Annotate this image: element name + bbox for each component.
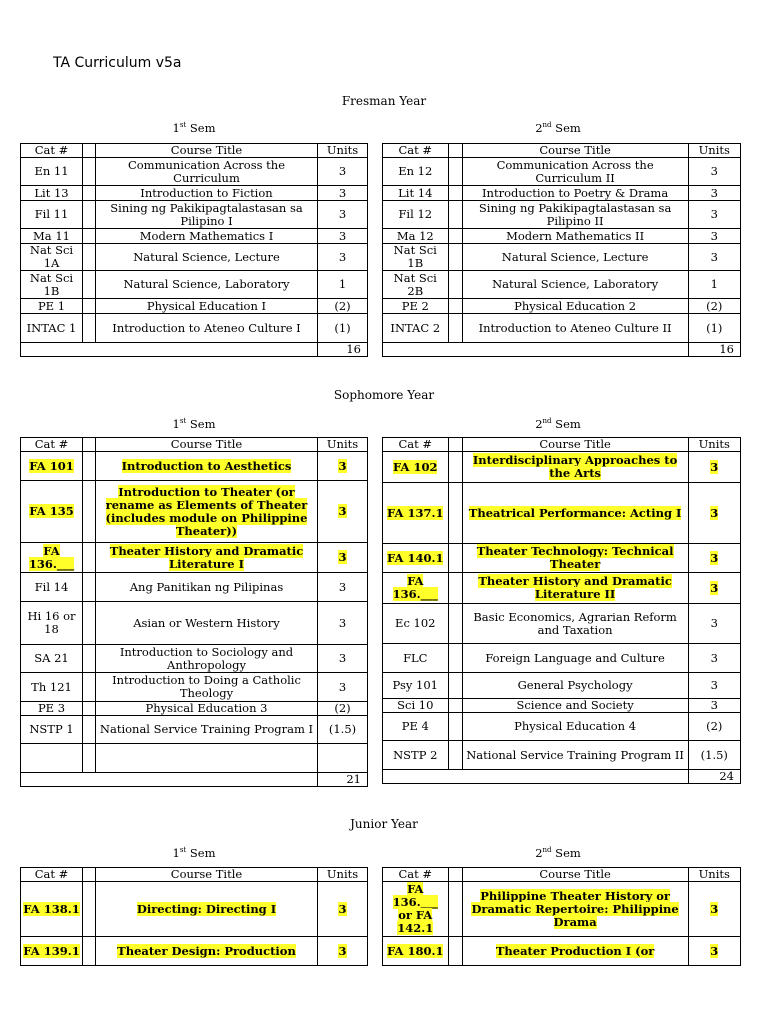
table-row bbox=[21, 229, 368, 244]
header-title: Course Title bbox=[462, 868, 688, 882]
table-row bbox=[383, 741, 741, 770]
units-cell: (2) bbox=[318, 299, 368, 314]
title-cell: Theater History and Dramatic Literature II bbox=[462, 573, 688, 604]
table-header-row bbox=[21, 144, 368, 158]
spacer-cell bbox=[448, 244, 462, 271]
title-cell: Science and Society bbox=[462, 699, 688, 713]
units-cell: 3 bbox=[318, 882, 368, 937]
table-row bbox=[383, 158, 741, 186]
spacer-cell bbox=[448, 314, 462, 343]
cat-cell: En 12 bbox=[383, 158, 449, 186]
course-table bbox=[20, 143, 368, 357]
year-heading: Fresman Year bbox=[341, 94, 427, 108]
title-cell: National Service Training Program I bbox=[96, 716, 318, 744]
units-cell: 3 bbox=[688, 158, 740, 186]
header-units: Units bbox=[688, 438, 740, 452]
header-cat: Cat # bbox=[21, 438, 83, 452]
cat-cell: Nat Sci 1B bbox=[383, 244, 449, 271]
title-cell: Sining ng Pakikipagtalastasan sa Pilipino II bbox=[462, 201, 688, 229]
total-units: 21 bbox=[318, 773, 368, 787]
spacer-cell bbox=[448, 713, 462, 741]
spacer-cell bbox=[83, 602, 96, 645]
units-cell: 3 bbox=[318, 573, 368, 602]
cat-cell: Nat Sci 1A bbox=[21, 244, 83, 271]
table-row bbox=[21, 702, 368, 716]
cat-cell: Lit 14 bbox=[383, 186, 449, 201]
title-cell: Introduction to Sociology and Anthropology bbox=[96, 645, 318, 673]
table-row bbox=[21, 602, 368, 645]
course-table bbox=[382, 437, 741, 784]
units-cell: 3 bbox=[318, 186, 368, 201]
total-row bbox=[21, 343, 368, 357]
total-row bbox=[383, 343, 741, 357]
table-row bbox=[383, 299, 741, 314]
spacer-cell bbox=[448, 573, 462, 604]
title-cell: Theater Technology: Technical Theater bbox=[462, 544, 688, 573]
spacer-cell bbox=[83, 229, 96, 244]
title-cell: Modern Mathematics II bbox=[462, 229, 688, 244]
table-row bbox=[383, 544, 741, 573]
cat-cell: FA 140.1 bbox=[383, 544, 449, 573]
title-cell: Theater Design: Production bbox=[96, 937, 318, 966]
table-row bbox=[383, 201, 741, 229]
total-blank bbox=[383, 770, 689, 784]
cat-cell: NSTP 2 bbox=[383, 741, 449, 770]
header-cat: Cat # bbox=[383, 144, 449, 158]
units-cell: (2) bbox=[688, 299, 740, 314]
table-header-row bbox=[383, 868, 741, 882]
spacer-cell bbox=[448, 158, 462, 186]
table-row bbox=[21, 645, 368, 673]
units-cell: 3 bbox=[688, 673, 740, 699]
cat-cell: Fil 12 bbox=[383, 201, 449, 229]
header-cat: Cat # bbox=[21, 144, 83, 158]
spacer-cell bbox=[83, 186, 96, 201]
table-row bbox=[21, 158, 368, 186]
cat-cell: PE 2 bbox=[383, 299, 449, 314]
cat-cell: FA 102 bbox=[383, 452, 449, 483]
header-spacer bbox=[448, 144, 462, 158]
semester-heading: 2nd Sem bbox=[535, 417, 581, 431]
title-cell: Directing: Directing I bbox=[96, 882, 318, 937]
title-cell: Natural Science, Lecture bbox=[96, 244, 318, 271]
title-cell: Natural Science, Laboratory bbox=[462, 271, 688, 299]
cat-cell: Nat Sci 1B bbox=[21, 271, 83, 299]
units-cell: 3 bbox=[318, 673, 368, 702]
course-table bbox=[382, 867, 741, 966]
title-cell: Physical Education 4 bbox=[462, 713, 688, 741]
title-cell: Basic Economics, Agrarian Reform and Taxation bbox=[462, 604, 688, 644]
table-header-row bbox=[383, 144, 741, 158]
units-cell: 3 bbox=[688, 573, 740, 604]
table-row bbox=[383, 452, 741, 483]
cat-cell bbox=[21, 744, 83, 773]
spacer-cell bbox=[448, 604, 462, 644]
title-cell: Introduction to Aesthetics bbox=[96, 452, 318, 481]
title-cell: Asian or Western History bbox=[96, 602, 318, 645]
spacer-cell bbox=[83, 543, 96, 573]
title-cell: Communication Across the Curriculum II bbox=[462, 158, 688, 186]
table-header-row bbox=[383, 438, 741, 452]
table-row bbox=[383, 314, 741, 343]
total-row bbox=[383, 770, 741, 784]
cat-cell: Hi 16 or 18 bbox=[21, 602, 83, 645]
title-cell: Theater Production I (or bbox=[462, 937, 688, 966]
spacer-cell bbox=[83, 937, 96, 966]
spacer-cell bbox=[448, 937, 462, 966]
header-units: Units bbox=[318, 438, 368, 452]
title-cell: Sining ng Pakikipagtalastasan sa Pilipino I bbox=[96, 201, 318, 229]
spacer-cell bbox=[448, 882, 462, 937]
title-cell bbox=[96, 744, 318, 773]
spacer-cell bbox=[83, 481, 96, 543]
total-units: 16 bbox=[318, 343, 368, 357]
table-row bbox=[21, 271, 368, 299]
units-cell: 3 bbox=[688, 229, 740, 244]
cat-cell: FA 136.___ or FA 142.1 bbox=[383, 882, 449, 937]
table-row bbox=[21, 543, 368, 573]
units-cell: 3 bbox=[688, 644, 740, 673]
cat-cell: FA 139.1 bbox=[21, 937, 83, 966]
table-row bbox=[21, 744, 368, 773]
spacer-cell bbox=[83, 452, 96, 481]
table-row bbox=[21, 673, 368, 702]
spacer-cell bbox=[83, 314, 96, 343]
cat-cell: Lit 13 bbox=[21, 186, 83, 201]
table-row bbox=[21, 716, 368, 744]
title-cell: National Service Training Program II bbox=[462, 741, 688, 770]
table-row bbox=[383, 271, 741, 299]
total-row bbox=[21, 773, 368, 787]
cat-cell: Nat Sci 2B bbox=[383, 271, 449, 299]
semester-heading: 1st Sem bbox=[172, 417, 216, 431]
cat-cell: Ec 102 bbox=[383, 604, 449, 644]
title-cell: Physical Education I bbox=[96, 299, 318, 314]
units-cell: 3 bbox=[318, 602, 368, 645]
cat-cell: Ma 12 bbox=[383, 229, 449, 244]
table-row bbox=[383, 699, 741, 713]
spacer-cell bbox=[83, 299, 96, 314]
spacer-cell bbox=[448, 644, 462, 673]
header-title: Course Title bbox=[462, 144, 688, 158]
spacer-cell bbox=[448, 229, 462, 244]
cat-cell: NSTP 1 bbox=[21, 716, 83, 744]
cat-cell: Fil 14 bbox=[21, 573, 83, 602]
table-row bbox=[383, 882, 741, 937]
cat-cell: Ma 11 bbox=[21, 229, 83, 244]
table-row bbox=[383, 483, 741, 544]
cat-cell: En 11 bbox=[21, 158, 83, 186]
total-blank bbox=[21, 343, 318, 357]
units-cell: 3 bbox=[318, 543, 368, 573]
units-cell: (1) bbox=[318, 314, 368, 343]
spacer-cell bbox=[83, 716, 96, 744]
table-row bbox=[21, 573, 368, 602]
title-cell: Natural Science, Lecture bbox=[462, 244, 688, 271]
semester-heading: 1st Sem bbox=[172, 121, 216, 135]
course-table bbox=[382, 143, 741, 357]
table-row bbox=[383, 604, 741, 644]
cat-cell: FA 135 bbox=[21, 481, 83, 543]
header-title: Course Title bbox=[96, 438, 318, 452]
spacer-cell bbox=[448, 699, 462, 713]
units-cell: 3 bbox=[688, 244, 740, 271]
title-cell: Introduction to Ateneo Culture II bbox=[462, 314, 688, 343]
units-cell: 1 bbox=[688, 271, 740, 299]
header-spacer bbox=[448, 438, 462, 452]
spacer-cell bbox=[83, 201, 96, 229]
title-cell: Physical Education 3 bbox=[96, 702, 318, 716]
table-row bbox=[21, 882, 368, 937]
table-row bbox=[21, 937, 368, 966]
title-cell: General Psychology bbox=[462, 673, 688, 699]
spacer-cell bbox=[83, 645, 96, 673]
spacer-cell bbox=[448, 741, 462, 770]
table-row bbox=[383, 713, 741, 741]
cat-cell: Fil 11 bbox=[21, 201, 83, 229]
total-blank bbox=[21, 773, 318, 787]
units-cell bbox=[318, 744, 368, 773]
cat-cell: PE 4 bbox=[383, 713, 449, 741]
course-table bbox=[20, 437, 368, 787]
table-row bbox=[21, 244, 368, 271]
spacer-cell bbox=[83, 673, 96, 702]
title-cell: Communication Across the Curriculum bbox=[96, 158, 318, 186]
course-table bbox=[20, 867, 368, 966]
spacer-cell bbox=[448, 483, 462, 544]
spacer-cell bbox=[83, 744, 96, 773]
units-cell: 3 bbox=[688, 937, 740, 966]
units-cell: 3 bbox=[318, 229, 368, 244]
header-spacer bbox=[83, 438, 96, 452]
title-cell: Interdisciplinary Approaches to the Arts bbox=[462, 452, 688, 483]
cat-cell: INTAC 2 bbox=[383, 314, 449, 343]
spacer-cell bbox=[448, 271, 462, 299]
table-row bbox=[383, 244, 741, 271]
title-cell: Natural Science, Laboratory bbox=[96, 271, 318, 299]
title-cell: Introduction to Doing a Catholic Theology bbox=[96, 673, 318, 702]
units-cell: 3 bbox=[688, 201, 740, 229]
units-cell: (1.5) bbox=[688, 741, 740, 770]
semester-heading: 2nd Sem bbox=[535, 121, 581, 135]
cat-cell: PE 1 bbox=[21, 299, 83, 314]
header-cat: Cat # bbox=[383, 438, 449, 452]
table-header-row bbox=[21, 438, 368, 452]
cat-cell: FA 138.1 bbox=[21, 882, 83, 937]
cat-cell: Sci 10 bbox=[383, 699, 449, 713]
table-row bbox=[383, 673, 741, 699]
semester-heading: 1st Sem bbox=[172, 846, 216, 860]
units-cell: 3 bbox=[318, 937, 368, 966]
header-cat: Cat # bbox=[21, 868, 83, 882]
units-cell: 3 bbox=[318, 201, 368, 229]
table-row bbox=[383, 186, 741, 201]
units-cell: 3 bbox=[688, 699, 740, 713]
units-cell: 1 bbox=[318, 271, 368, 299]
cat-cell: FLC bbox=[383, 644, 449, 673]
units-cell: 3 bbox=[318, 645, 368, 673]
header-units: Units bbox=[688, 868, 740, 882]
cat-cell: SA 21 bbox=[21, 645, 83, 673]
units-cell: 3 bbox=[318, 481, 368, 543]
spacer-cell bbox=[448, 673, 462, 699]
cat-cell: Th 121 bbox=[21, 673, 83, 702]
semester-heading: 2nd Sem bbox=[535, 846, 581, 860]
spacer-cell bbox=[83, 882, 96, 937]
title-cell: Modern Mathematics I bbox=[96, 229, 318, 244]
header-spacer bbox=[448, 868, 462, 882]
units-cell: (1.5) bbox=[318, 716, 368, 744]
units-cell: 3 bbox=[688, 186, 740, 201]
total-units: 16 bbox=[688, 343, 740, 357]
units-cell: (2) bbox=[318, 702, 368, 716]
units-cell: 3 bbox=[688, 882, 740, 937]
year-heading: Sophomore Year bbox=[333, 388, 435, 402]
spacer-cell bbox=[83, 158, 96, 186]
units-cell: 3 bbox=[318, 158, 368, 186]
units-cell: 3 bbox=[688, 483, 740, 544]
table-row bbox=[21, 481, 368, 543]
table-header-row bbox=[21, 868, 368, 882]
title-cell: Ang Panitikan ng Pilipinas bbox=[96, 573, 318, 602]
spacer-cell bbox=[83, 244, 96, 271]
cat-cell: FA 101 bbox=[21, 452, 83, 481]
header-cat: Cat # bbox=[383, 868, 449, 882]
units-cell: (1) bbox=[688, 314, 740, 343]
title-cell: Introduction to Theater (or rename as Elements of Theater (includes module on Philippine Theater)) bbox=[96, 481, 318, 543]
spacer-cell bbox=[448, 201, 462, 229]
header-title: Course Title bbox=[96, 144, 318, 158]
units-cell: 3 bbox=[318, 452, 368, 481]
cat-cell: Psy 101 bbox=[383, 673, 449, 699]
title-cell: Physical Education 2 bbox=[462, 299, 688, 314]
title-cell: Introduction to Fiction bbox=[96, 186, 318, 201]
units-cell: 3 bbox=[318, 244, 368, 271]
cat-cell: FA 180.1 bbox=[383, 937, 449, 966]
table-row bbox=[383, 573, 741, 604]
title-cell: Introduction to Ateneo Culture I bbox=[96, 314, 318, 343]
title-cell: Philippine Theater History or Dramatic Repertoire: Philippine Drama bbox=[462, 882, 688, 937]
cat-cell: INTAC 1 bbox=[21, 314, 83, 343]
table-row bbox=[21, 452, 368, 481]
spacer-cell bbox=[448, 544, 462, 573]
total-units: 24 bbox=[688, 770, 740, 784]
header-units: Units bbox=[688, 144, 740, 158]
units-cell: 3 bbox=[688, 452, 740, 483]
spacer-cell bbox=[83, 573, 96, 602]
total-blank bbox=[383, 343, 689, 357]
header-title: Course Title bbox=[96, 868, 318, 882]
header-units: Units bbox=[318, 144, 368, 158]
header-title: Course Title bbox=[462, 438, 688, 452]
table-row bbox=[383, 644, 741, 673]
header-spacer bbox=[83, 144, 96, 158]
units-cell: (2) bbox=[688, 713, 740, 741]
title-cell: Theater History and Dramatic Literature I bbox=[96, 543, 318, 573]
units-cell: 3 bbox=[688, 544, 740, 573]
spacer-cell bbox=[83, 702, 96, 716]
table-row bbox=[21, 201, 368, 229]
table-row bbox=[21, 186, 368, 201]
table-row bbox=[21, 299, 368, 314]
header-units: Units bbox=[318, 868, 368, 882]
table-row bbox=[21, 314, 368, 343]
cat-cell: PE 3 bbox=[21, 702, 83, 716]
cat-cell: FA 136.___ bbox=[383, 573, 449, 604]
year-heading: Junior Year bbox=[350, 817, 418, 831]
document-title: TA Curriculum v5a bbox=[53, 55, 182, 71]
title-cell: Foreign Language and Culture bbox=[462, 644, 688, 673]
spacer-cell bbox=[448, 186, 462, 201]
spacer-cell bbox=[448, 299, 462, 314]
title-cell: Theatrical Performance: Acting I bbox=[462, 483, 688, 544]
spacer-cell bbox=[83, 271, 96, 299]
table-row bbox=[383, 229, 741, 244]
units-cell: 3 bbox=[688, 604, 740, 644]
table-row bbox=[383, 937, 741, 966]
spacer-cell bbox=[448, 452, 462, 483]
header-spacer bbox=[83, 868, 96, 882]
title-cell: Introduction to Poetry & Drama bbox=[462, 186, 688, 201]
cat-cell: FA 137.1 bbox=[383, 483, 449, 544]
cat-cell: FA 136.___ bbox=[21, 543, 83, 573]
